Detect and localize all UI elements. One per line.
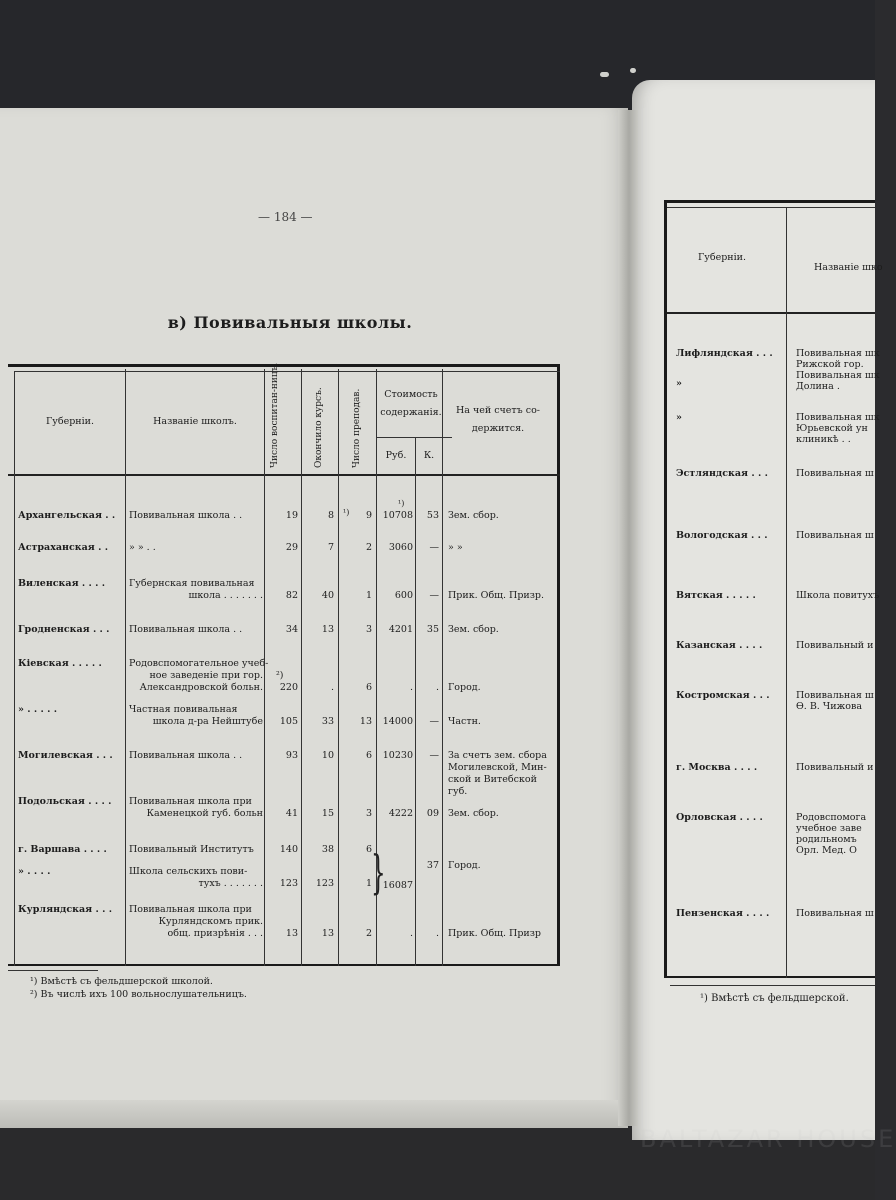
footnote-2: ²) Въ числѣ ихъ 100 вольнослушательницъ.	[30, 989, 247, 1000]
right-row-gubernia: Вологодская . . .	[676, 530, 768, 541]
row-account-line: Могилевской, Мин-	[448, 762, 547, 773]
row-gubernia: Астраханская . .	[18, 542, 109, 553]
row-rub: 10708	[382, 510, 413, 521]
row-rub: 16087	[382, 880, 413, 891]
header-graduated: Окончило курсъ.	[314, 387, 324, 468]
row-school-line: Повивальная школа . .	[129, 624, 243, 635]
section-title: в) Повивальныя школы.	[167, 313, 413, 332]
row-gubernia: » . . . .	[18, 866, 51, 877]
row-rub: .	[409, 682, 413, 693]
row-teachers: 3	[365, 624, 372, 635]
right-row-school-line: Повивальная шк	[796, 412, 880, 423]
col-divider	[442, 369, 443, 966]
right-row-school-line: Повивальный и	[796, 762, 874, 773]
row-graduated: 7	[327, 542, 334, 553]
row-gubernia: Виленская . . . .	[18, 578, 106, 589]
right-row-gubernia: г. Москва . . . .	[676, 762, 758, 773]
row-school-line: Каменецкой губ. больн	[146, 808, 263, 819]
row-school-line: общ. призрѣнія . . .	[167, 928, 263, 939]
row-school-line: тухъ . . . . . . .	[198, 878, 263, 889]
right-row-school-line: Рижской гор.	[796, 359, 864, 370]
right-row-gubernia: Эстляндская . . .	[676, 468, 768, 479]
right-row-school-line: Орл. Мед. О	[796, 845, 857, 856]
row-rub-note: ¹)	[398, 499, 405, 508]
row-school-line: Частная повивальная	[129, 704, 238, 715]
right-row-school-line: родильномъ	[796, 834, 857, 845]
row-graduated: .	[330, 682, 334, 693]
right-row-school-line: учебное заве	[796, 823, 862, 834]
row-school-line: школа . . . . . . .	[188, 590, 263, 601]
row-rub: 4222	[388, 808, 413, 819]
right-row-school-line: Родовспомога	[796, 812, 867, 823]
row-gubernia: Гродненская . . .	[18, 624, 110, 635]
row-account-line: Зем. сбор.	[448, 808, 499, 819]
col-divider	[301, 369, 302, 966]
right-row-school-line: Долина .	[796, 381, 840, 392]
row-teachers: 3	[365, 808, 372, 819]
row-school-line: Повивальная школа . .	[129, 750, 243, 761]
row-gubernia: г. Варшава . . . .	[18, 844, 107, 855]
row-school-line: Повивальная школа при	[129, 904, 252, 915]
row-kop: 37	[426, 860, 439, 871]
right-row-gubernia: Вятская . . . . .	[676, 590, 756, 601]
row-graduated: 15	[321, 808, 334, 819]
row-pupils: 220	[279, 682, 298, 693]
cost-subheader-rule	[376, 437, 452, 438]
row-gubernia: Могилевская . . .	[18, 750, 113, 761]
row-teachers: 6	[365, 844, 372, 855]
row-graduated: 33	[321, 716, 334, 727]
right-row-school-line: Повивальная ш	[796, 468, 874, 479]
dust-speck	[600, 72, 609, 77]
right-table-frame	[664, 200, 875, 978]
header-gubernia: Губерніи.	[45, 416, 95, 427]
right-row-school-line: Юрьевской ун	[796, 423, 868, 434]
row-graduated: 13	[321, 928, 334, 939]
right-row-school-line: Повивальная шк	[796, 370, 880, 381]
row-rub: 14000	[382, 716, 413, 727]
dust-speck	[630, 68, 636, 73]
row-school-line: Губернская повивальная	[129, 578, 255, 589]
row-rub: 10230	[382, 750, 413, 761]
book-gutter	[618, 110, 638, 1126]
row-kop: —	[429, 750, 439, 761]
row-teachers: 1	[365, 590, 372, 601]
right-footnote-rule	[670, 985, 875, 986]
right-row-school-line: Повивальная ш	[796, 908, 874, 919]
right-schools-table	[664, 200, 883, 978]
row-pupils: 13	[285, 928, 298, 939]
row-pupils: 19	[285, 510, 298, 521]
header-rule	[8, 474, 560, 476]
row-account-line: Зем. сбор.	[448, 624, 499, 635]
row-pupils: 140	[279, 844, 298, 855]
right-row-gubernia: Орловская . . . .	[676, 812, 763, 823]
col-divider	[786, 207, 787, 978]
header-rule	[667, 312, 875, 314]
row-teachers: 9	[365, 510, 372, 521]
footnote-rule	[8, 970, 98, 971]
row-pupils: 41	[285, 808, 298, 819]
row-graduated: 10	[321, 750, 334, 761]
footnotes	[30, 975, 247, 1001]
right-row-gubernia: Казанская . . . .	[676, 640, 763, 651]
row-gubernia: » . . . . .	[18, 704, 58, 715]
row-school-line: Курляндскомъ прик.	[158, 916, 263, 927]
watermark: BALTAZAR HOUSE	[640, 1125, 896, 1153]
right-row-school-line: клиникѣ . .	[796, 434, 851, 445]
row-rub: 600	[394, 590, 413, 601]
row-account-line: » »	[448, 542, 463, 553]
header-rub: Руб.	[385, 450, 407, 461]
row-school-line: Повивальный Институтъ	[129, 844, 254, 855]
row-graduated: 13	[321, 624, 334, 635]
row-pupils: 82	[285, 590, 298, 601]
row-school-line: Родовспомогательное учеб-	[129, 658, 269, 669]
row-account-line: Частн.	[448, 716, 481, 727]
row-teachers: 13	[359, 716, 372, 727]
row-account-line: Город.	[448, 682, 481, 693]
col-divider	[338, 369, 339, 966]
row-pupils-note: ²)	[276, 670, 284, 681]
right-row-school-line: Повивальная ш	[796, 690, 874, 701]
header-teachers: Число преподав.	[352, 388, 362, 468]
right-row-school-line: Повивальный и	[796, 640, 874, 651]
row-graduated: 8	[327, 510, 334, 521]
schools-table	[8, 364, 560, 966]
right-row-school-line: Ѳ. В. Чижова	[796, 701, 862, 712]
page-number: — 184 —	[258, 210, 313, 224]
row-rub: 3060	[388, 542, 413, 553]
row-gubernia: Кіевская . . . . .	[18, 658, 102, 669]
row-graduated: 40	[321, 590, 334, 601]
right-row-gubernia: Костромская . . .	[676, 690, 770, 701]
row-account-line: ской и Витебской	[448, 774, 537, 785]
row-teachers-note: ¹)	[343, 508, 350, 517]
right-row-gubernia: »	[676, 412, 682, 423]
row-kop: —	[429, 542, 439, 553]
row-teachers: 6	[365, 682, 372, 693]
row-rub: 4201	[388, 624, 413, 635]
row-pupils: 93	[285, 750, 298, 761]
header-top-rule	[667, 207, 875, 208]
row-pupils: 29	[285, 542, 298, 553]
row-kop: 35	[426, 624, 439, 635]
row-graduated: 123	[315, 878, 334, 889]
row-account-line: губ.	[448, 786, 468, 797]
right-row-school-line: Повивальная шк	[796, 348, 880, 359]
row-kop: .	[435, 682, 439, 693]
row-kop: 53	[426, 510, 439, 521]
right-row-gubernia: Пензенская . . . .	[676, 908, 770, 919]
row-school-line: школа д-ра Нейштубе	[152, 716, 263, 727]
row-account-line: Город.	[448, 860, 481, 871]
right-row-gubernia: »	[676, 378, 682, 389]
row-account-line: За счетъ зем. сбора	[448, 750, 547, 761]
row-teachers: 1	[365, 878, 372, 889]
row-school-line: Повивальная школа . .	[129, 510, 243, 521]
page-stack-edge	[0, 1100, 628, 1128]
row-gubernia: Курляндская . . .	[18, 904, 113, 915]
footnote-1: ¹) Вмѣстѣ съ фельдшерской школой.	[30, 976, 213, 987]
brace-mark: }	[371, 845, 386, 899]
header-cost: Стоимость содержанія.	[380, 389, 442, 418]
row-pupils: 123	[279, 878, 298, 889]
header-pupils: Число воспитан-ницъ.	[270, 362, 280, 468]
row-rub: .	[409, 928, 413, 939]
row-account-line: Прик. Общ. Призр	[448, 928, 542, 939]
row-school-line: Повивальная школа при	[129, 796, 252, 807]
row-gubernia: Архангельская . .	[18, 510, 116, 521]
row-kop: —	[429, 590, 439, 601]
right-footnote: ¹) Вмѣстѣ съ фельдшерской.	[700, 993, 849, 1004]
row-pupils: 105	[279, 716, 298, 727]
row-graduated: 38	[321, 844, 334, 855]
row-account-line: Зем. сбор.	[448, 510, 499, 521]
right-row-gubernia: Лифляндская . . .	[676, 348, 773, 359]
header-account: На чей счетъ со-держится.	[455, 405, 540, 434]
row-school-line: Александровской больн.	[139, 682, 263, 693]
row-account-line: Прик. Общ. Призр.	[448, 590, 545, 601]
row-kop: .	[435, 928, 439, 939]
row-school-line: Школа сельскихъ пови-	[129, 866, 248, 877]
row-school-line: ное заведеніе при гор.	[149, 670, 263, 681]
row-school-line: » » . .	[129, 542, 156, 553]
row-kop: —	[429, 716, 439, 727]
right-header-gubernia: Губерніи.	[698, 252, 747, 263]
header-kop: К.	[423, 450, 435, 461]
row-pupils: 34	[285, 624, 298, 635]
row-teachers: 2	[365, 928, 372, 939]
row-kop: 09	[426, 808, 439, 819]
header-top-rule	[14, 371, 560, 372]
right-row-school-line: Школа повитухъ	[796, 590, 880, 601]
row-teachers: 2	[365, 542, 372, 553]
row-gubernia: Подольская . . . .	[18, 796, 112, 807]
header-school-name: Названіе школъ.	[153, 416, 237, 427]
right-header-school: Названіе шко	[814, 262, 883, 273]
row-teachers: 6	[365, 750, 372, 761]
col-divider	[14, 371, 15, 966]
right-row-school-line: Повивальная ш	[796, 530, 874, 541]
